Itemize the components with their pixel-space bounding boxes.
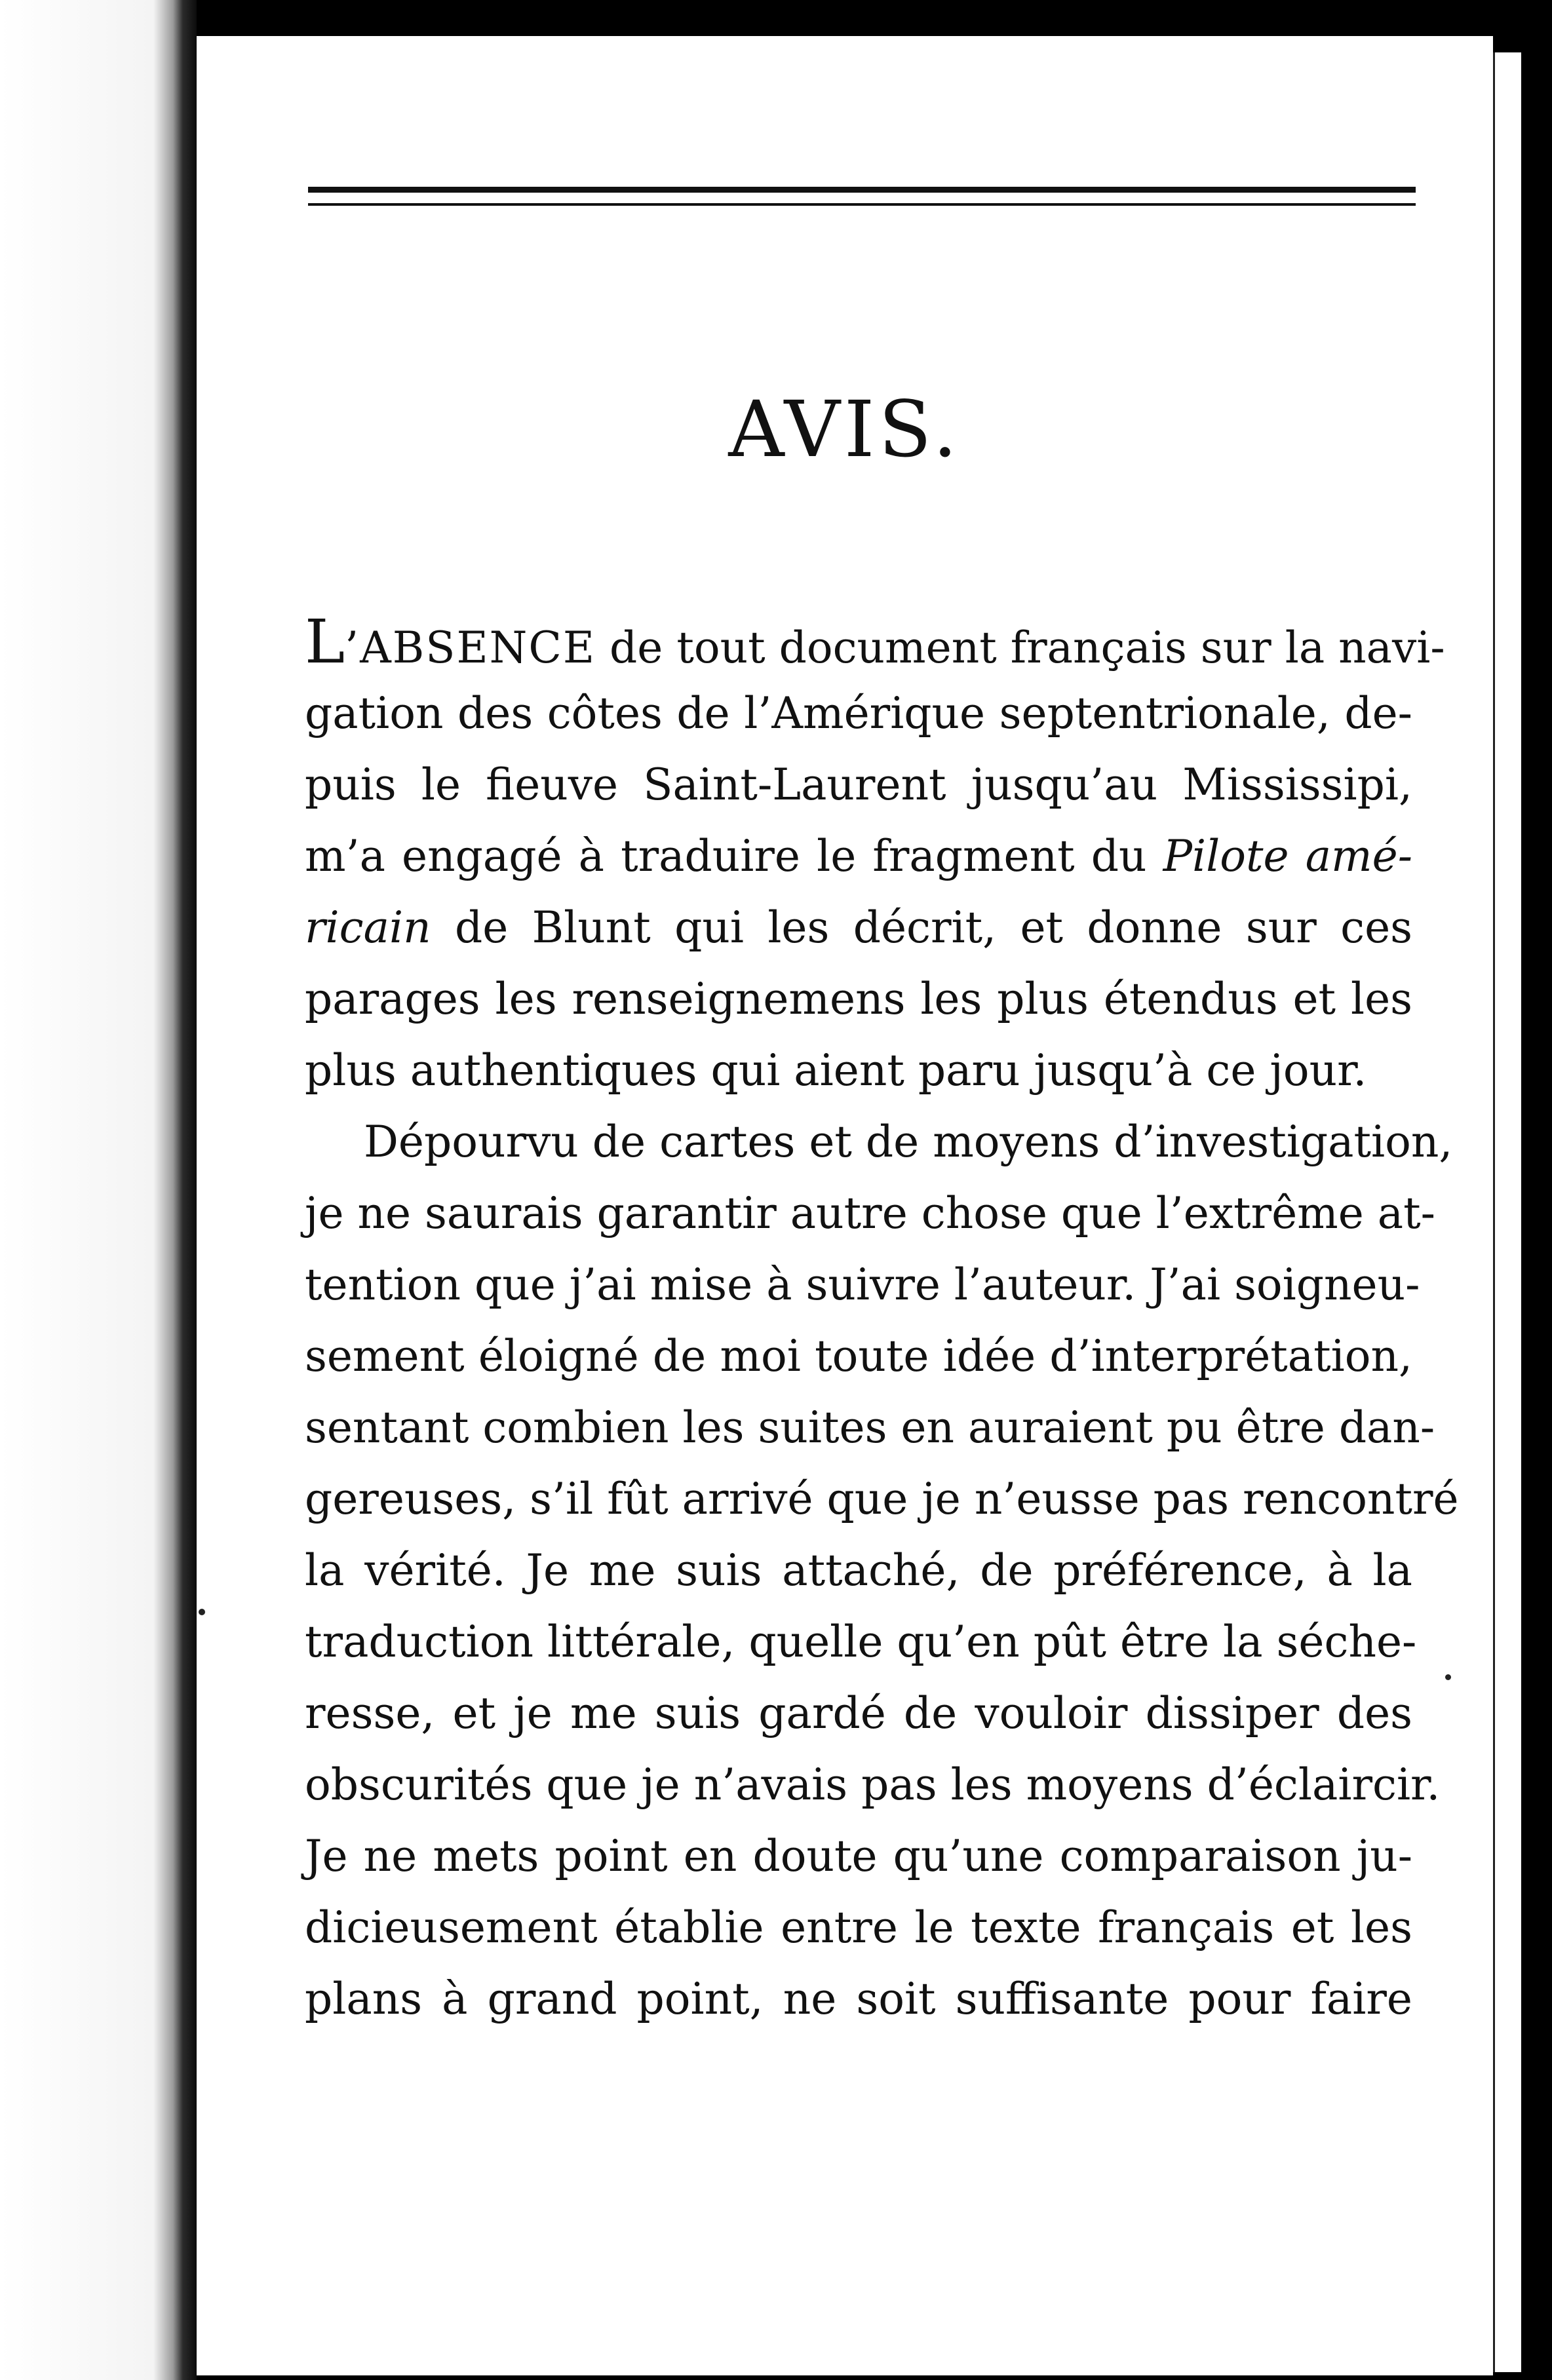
text-line: L’ABSENCE de tout document français sur la navi- (305, 607, 1445, 677)
text-line: gation des côtes de l’Amérique septentrionale, de- (305, 688, 1412, 739)
text-line: gereuses, s’il fût arrivé que je n’eusse pas rencontré (305, 1474, 1459, 1524)
page-right-edge (1493, 52, 1521, 2372)
drop-cap: L (305, 607, 345, 677)
text-line: Dépourvu de cartes et de moyens d’investigation, (364, 1117, 1453, 1167)
text-line: la vérité. Je me suis attaché, de préférence, à la (305, 1545, 1412, 1596)
text-line: sentant combien les suites en auraient pu être dan- (305, 1402, 1435, 1453)
text-line: parages les renseignemens les plus étendus et les (305, 974, 1412, 1024)
italic-title: Pilote amé- (1163, 831, 1412, 881)
text-line: m’a engagé à traduire le fragment du Pilote amé- (305, 831, 1412, 881)
italic-title: ricain (305, 902, 431, 953)
text-line: dicieusement établie entre le texte français et les (305, 1902, 1412, 1953)
text-line: je ne saurais garantir autre chose que l’extrême at- (305, 1188, 1435, 1238)
text-line: resse, et je me suis gardé de vouloir dissiper des (305, 1688, 1412, 1738)
text-line: obscurités que je n’avais pas les moyens d’éclaircir. (305, 1759, 1441, 1810)
text-line: plans à grand point, ne soit suffisante pour faire (305, 1974, 1412, 2024)
paper-speck (1445, 1674, 1451, 1680)
text-line: tention que j’ai mise à suivre l’auteur. J’ai soigneu- (305, 1259, 1420, 1310)
header-rule-thin (308, 203, 1416, 206)
page-heading: AVIS. (728, 384, 961, 474)
text-line: Je ne mets point en doute qu’une comparaison ju- (305, 1831, 1412, 1881)
paper-speck (199, 1609, 205, 1615)
adjacent-page-edge (0, 0, 197, 2380)
text-line: plus authentiques qui aient paru jusqu’à ce jour. (305, 1045, 1367, 1096)
header-rule-thick (308, 187, 1416, 193)
text-line: sement éloigné de moi toute idée d’interprétation, (305, 1331, 1412, 1381)
text-line: ricain de Blunt qui les décrit, et donne sur ces (305, 902, 1412, 953)
body-text (305, 606, 1459, 2035)
small-caps-word: ’ABSENCE (345, 623, 596, 673)
book-page (197, 36, 1493, 2375)
text-line: traduction littérale, quelle qu’en pût être la séche- (305, 1617, 1417, 1667)
text-line: puis le fieuve Saint-Laurent jusqu’au Mississipi, (305, 759, 1412, 810)
